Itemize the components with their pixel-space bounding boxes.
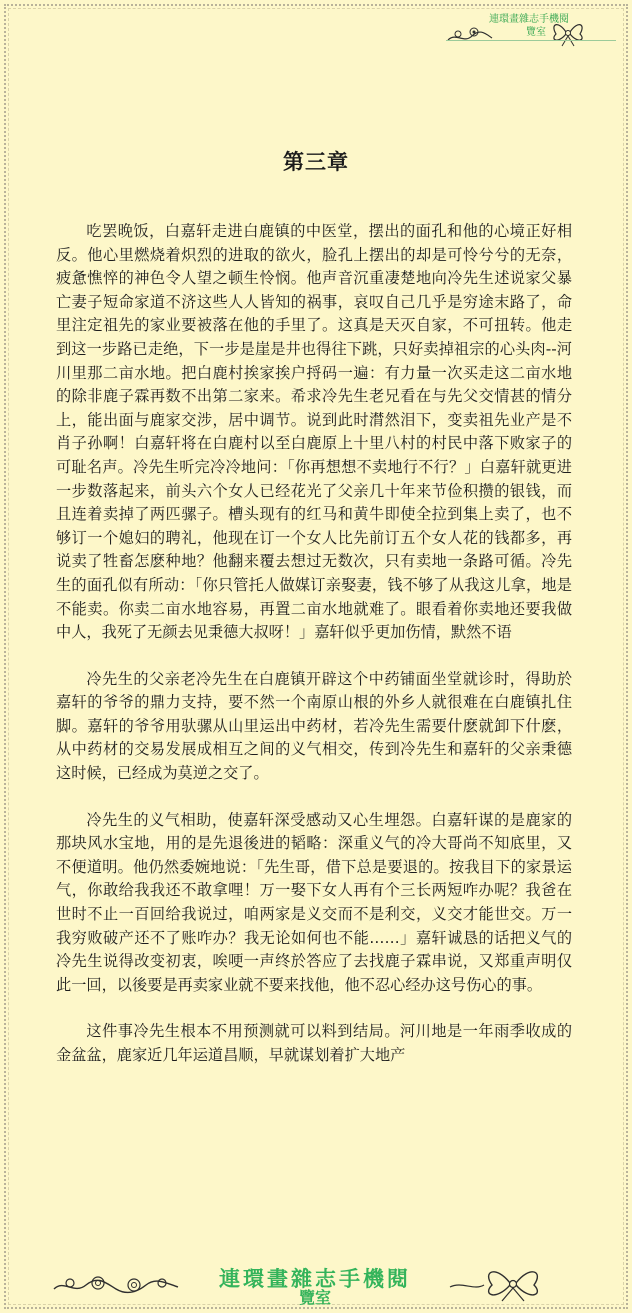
chapter-body	[56, 220, 572, 1091]
paragraph-3: 冷先生的义气相助，使嘉轩深受感动又心生埋怨。白嘉轩谋的是鹿家的那块风水宝地，用的是先退後进的韬略：深重义气的冷大哥尚不知底里，又不便道明。他仍然委婉地说：「先生哥，借下总是要退的。按我目下的家景运气，你敢给我我还不敢拿哩！万一娶下女人再有个三长两短咋办呢？我爸在世时不止一百回给我说过，咱两家是义交而不是利交，义交才能世交。万一我穷败破产还不了账咋办？我无论如何也不能……」嘉轩诚恳的话把义气的冷先生说得改变初衷，唉哽一声终於答应了去找鹿子霖串说，又郑重声明仅此一回，以後要是再卖家业就不要来找他，他不忍心经办这号伤心的事。	[56, 810, 572, 994]
paragraph-1: 吃罢晚饭，白嘉轩走进白鹿镇的中医堂，摆出的面孔和他的心境正好相反。他心里燃烧着炽烈的进取的欲火，脸孔上摆出的却是可怜兮兮的无奈，疲惫憔悴的神色令人望之顿生怜悯。他声音沉重凄楚地向冷先生述说家父暴亡妻子短命家道不济这些人人皆知的祸事，哀叹自己几乎是穷途末路了，命里注定祖先的家业要被落在他的手里了。这真是天灭自家，不可扭转。他走到这一步路已走绝，下一步是崖是井也得往下跳，只好卖掉祖宗的心头肉--河川里那二亩水地。把白鹿村挨家挨户捋码一遍：有力量一次买走这二亩水地的除非鹿子霖再数不出第二家来。希求冷先生老兄看在与先父交情甚的情分上，能出面与鹿家交涉，居中调节。说到此时潸然泪下，变卖祖先业产是不肖子孙啊！白嘉轩将在白鹿村以至白鹿原上十里八村的村民中落下败家子的可耻名声。冷先生听完冷冷地问：「你再想想不卖地行不行？」白嘉轩就更进一步数落起来，前头六个女人已经花光了父亲几十年来节俭积攒的银钱，而且连着卖掉了两匹骡子。槽头现有的红马和黄牛即使全拉到集上卖了，也不够订一个媳妇的聘礼，他现在订一个女人比先前订五个女人花的钱都多，再说卖了牲畜怎麽种地？他翻来覆去想过无数次，只有卖地一条路可循。冷先生的面孔似有所动：「你只管托人做媒订亲娶妻，钱不够了从我这儿拿，地是不能卖。你卖二亩水地容易，再置二亩水地就难了。眼看着你卖地还要我做中人，我死了无颜去见秉德大叔呀！」嘉轩似乎更加伤情，默然不语	[56, 222, 572, 642]
header-divider	[446, 40, 616, 41]
footer-brand-text-2: 覽室	[298, 1288, 331, 1307]
footer-brand-text: 連環畫雜志手機閱	[219, 1267, 411, 1291]
paragraph-4: 这件事冷先生根本不用预测就可以料到结局。河川地是一年雨季收成的金盆盆，鹿家近几年运道昌顺，早就谋划着扩大地产	[56, 1022, 572, 1064]
header-logo	[446, 10, 616, 50]
header-brand-text: 連環畫雜志手機閱	[489, 14, 569, 25]
footer-banner	[50, 1263, 582, 1307]
chapter-title: 第三章	[283, 150, 349, 174]
header-brand-text-2: 覽室	[526, 27, 546, 38]
paragraph-2: 冷先生的父亲老冷先生在白鹿镇开辟这个中药铺面坐堂就诊时，得助於嘉轩的爷爷的鼎力支持，要不然一个南原山根的外乡人就很难在白鹿镇扎住脚。嘉轩的爷爷用驮骡从山里运出中药材，若冷先生需要什麽就卸下什麽，从中药材的交易发展成相互之间的义气相交，传到冷先生和嘉轩的父亲秉德这时候，已经成为莫逆之交了。	[56, 669, 572, 783]
